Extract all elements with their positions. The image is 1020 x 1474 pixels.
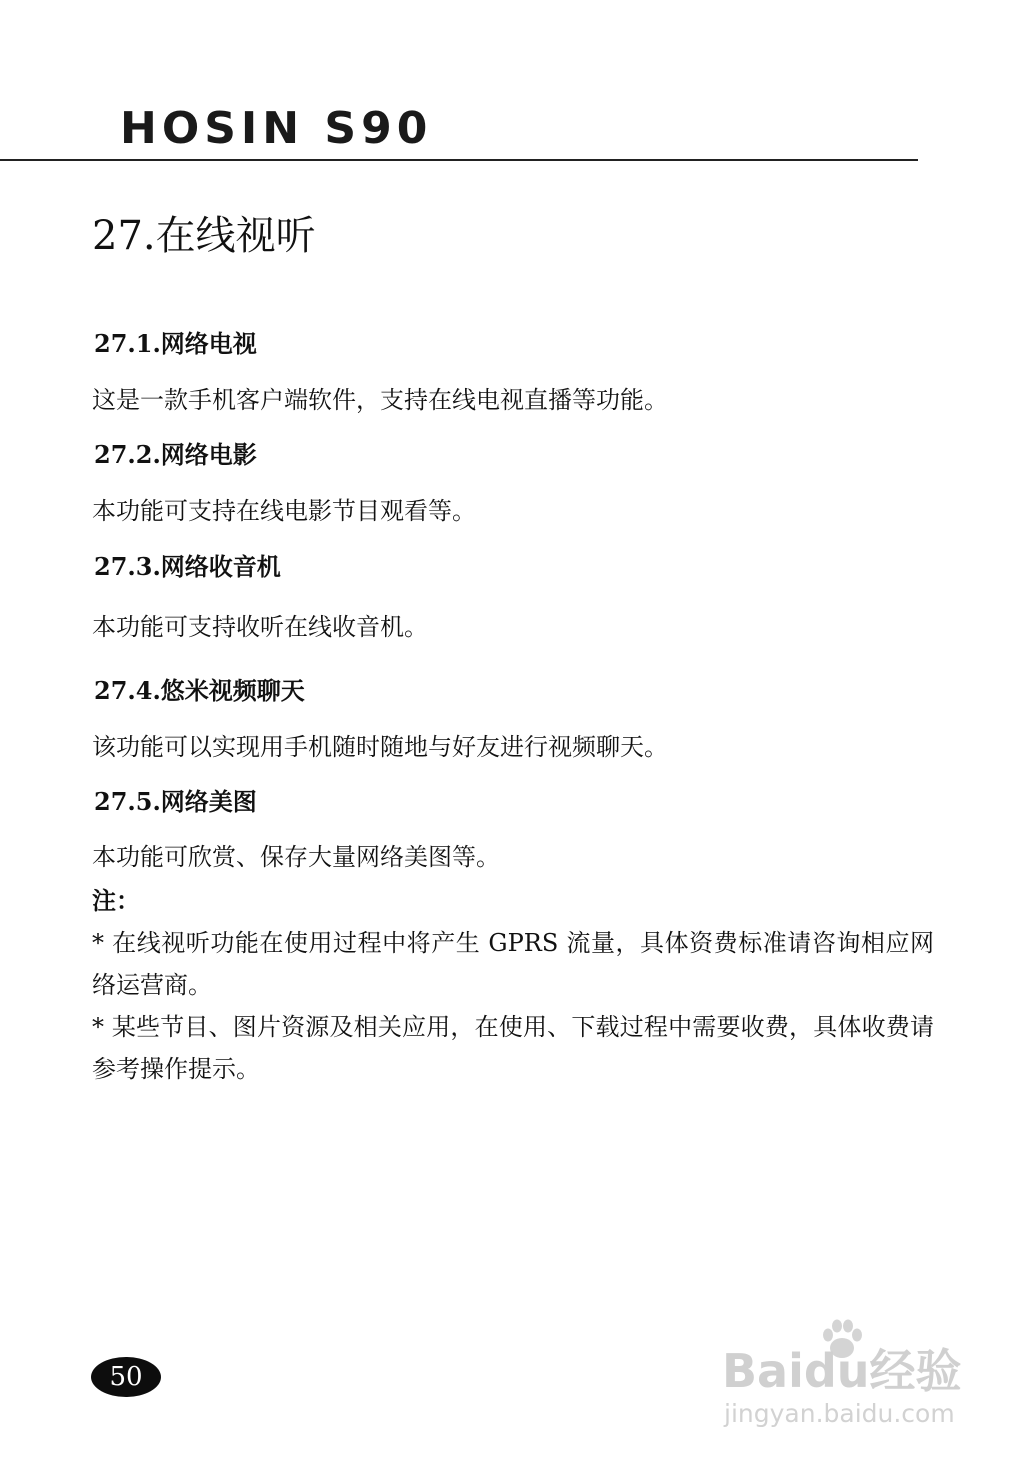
section-body-tv: 这是一款手机客户端软件，支持在线电视直播等功能。 [92, 386, 668, 414]
brand-logo: HOSIN S90 [120, 103, 433, 154]
header-divider [0, 159, 918, 161]
watermark-logo-text: Baidu经验 [722, 1344, 962, 1398]
note-item: * 某些节目、图片资源及相关应用，在使用、下载过程中需要收费，具体收费请参考操作提示。 [92, 1013, 934, 1083]
note-item: * 在线视听功能在使用过程中将产生 GPRS 流量，具体资费标准请咨询相应网络运营商。 [92, 929, 934, 999]
section-body-pictures: 本功能可欣赏、保存大量网络美图等。 [92, 843, 500, 871]
chapter-title: 27.在线视听 [92, 213, 316, 259]
section-heading-tv: 27.1.网络电视 [94, 329, 257, 358]
section-body-movie: 本功能可支持在线电影节目观看等。 [92, 497, 476, 525]
section-heading-video-chat: 27.4.悠米视频聊天 [94, 676, 305, 705]
baidu-watermark [722, 1318, 972, 1438]
page-number-badge: 50 [91, 1357, 161, 1397]
note-label: 注： [92, 886, 140, 915]
section-body-video-chat: 该功能可以实现用手机随时随地与好友进行视频聊天。 [92, 733, 668, 761]
section-heading-radio: 27.3.网络收音机 [94, 552, 281, 581]
section-heading-pictures: 27.5.网络美图 [94, 787, 257, 816]
section-body-radio: 本功能可支持收听在线收音机。 [92, 613, 428, 641]
section-heading-movie: 27.2.网络电影 [94, 440, 257, 469]
watermark-url: jingyan.baidu.com [724, 1399, 955, 1428]
